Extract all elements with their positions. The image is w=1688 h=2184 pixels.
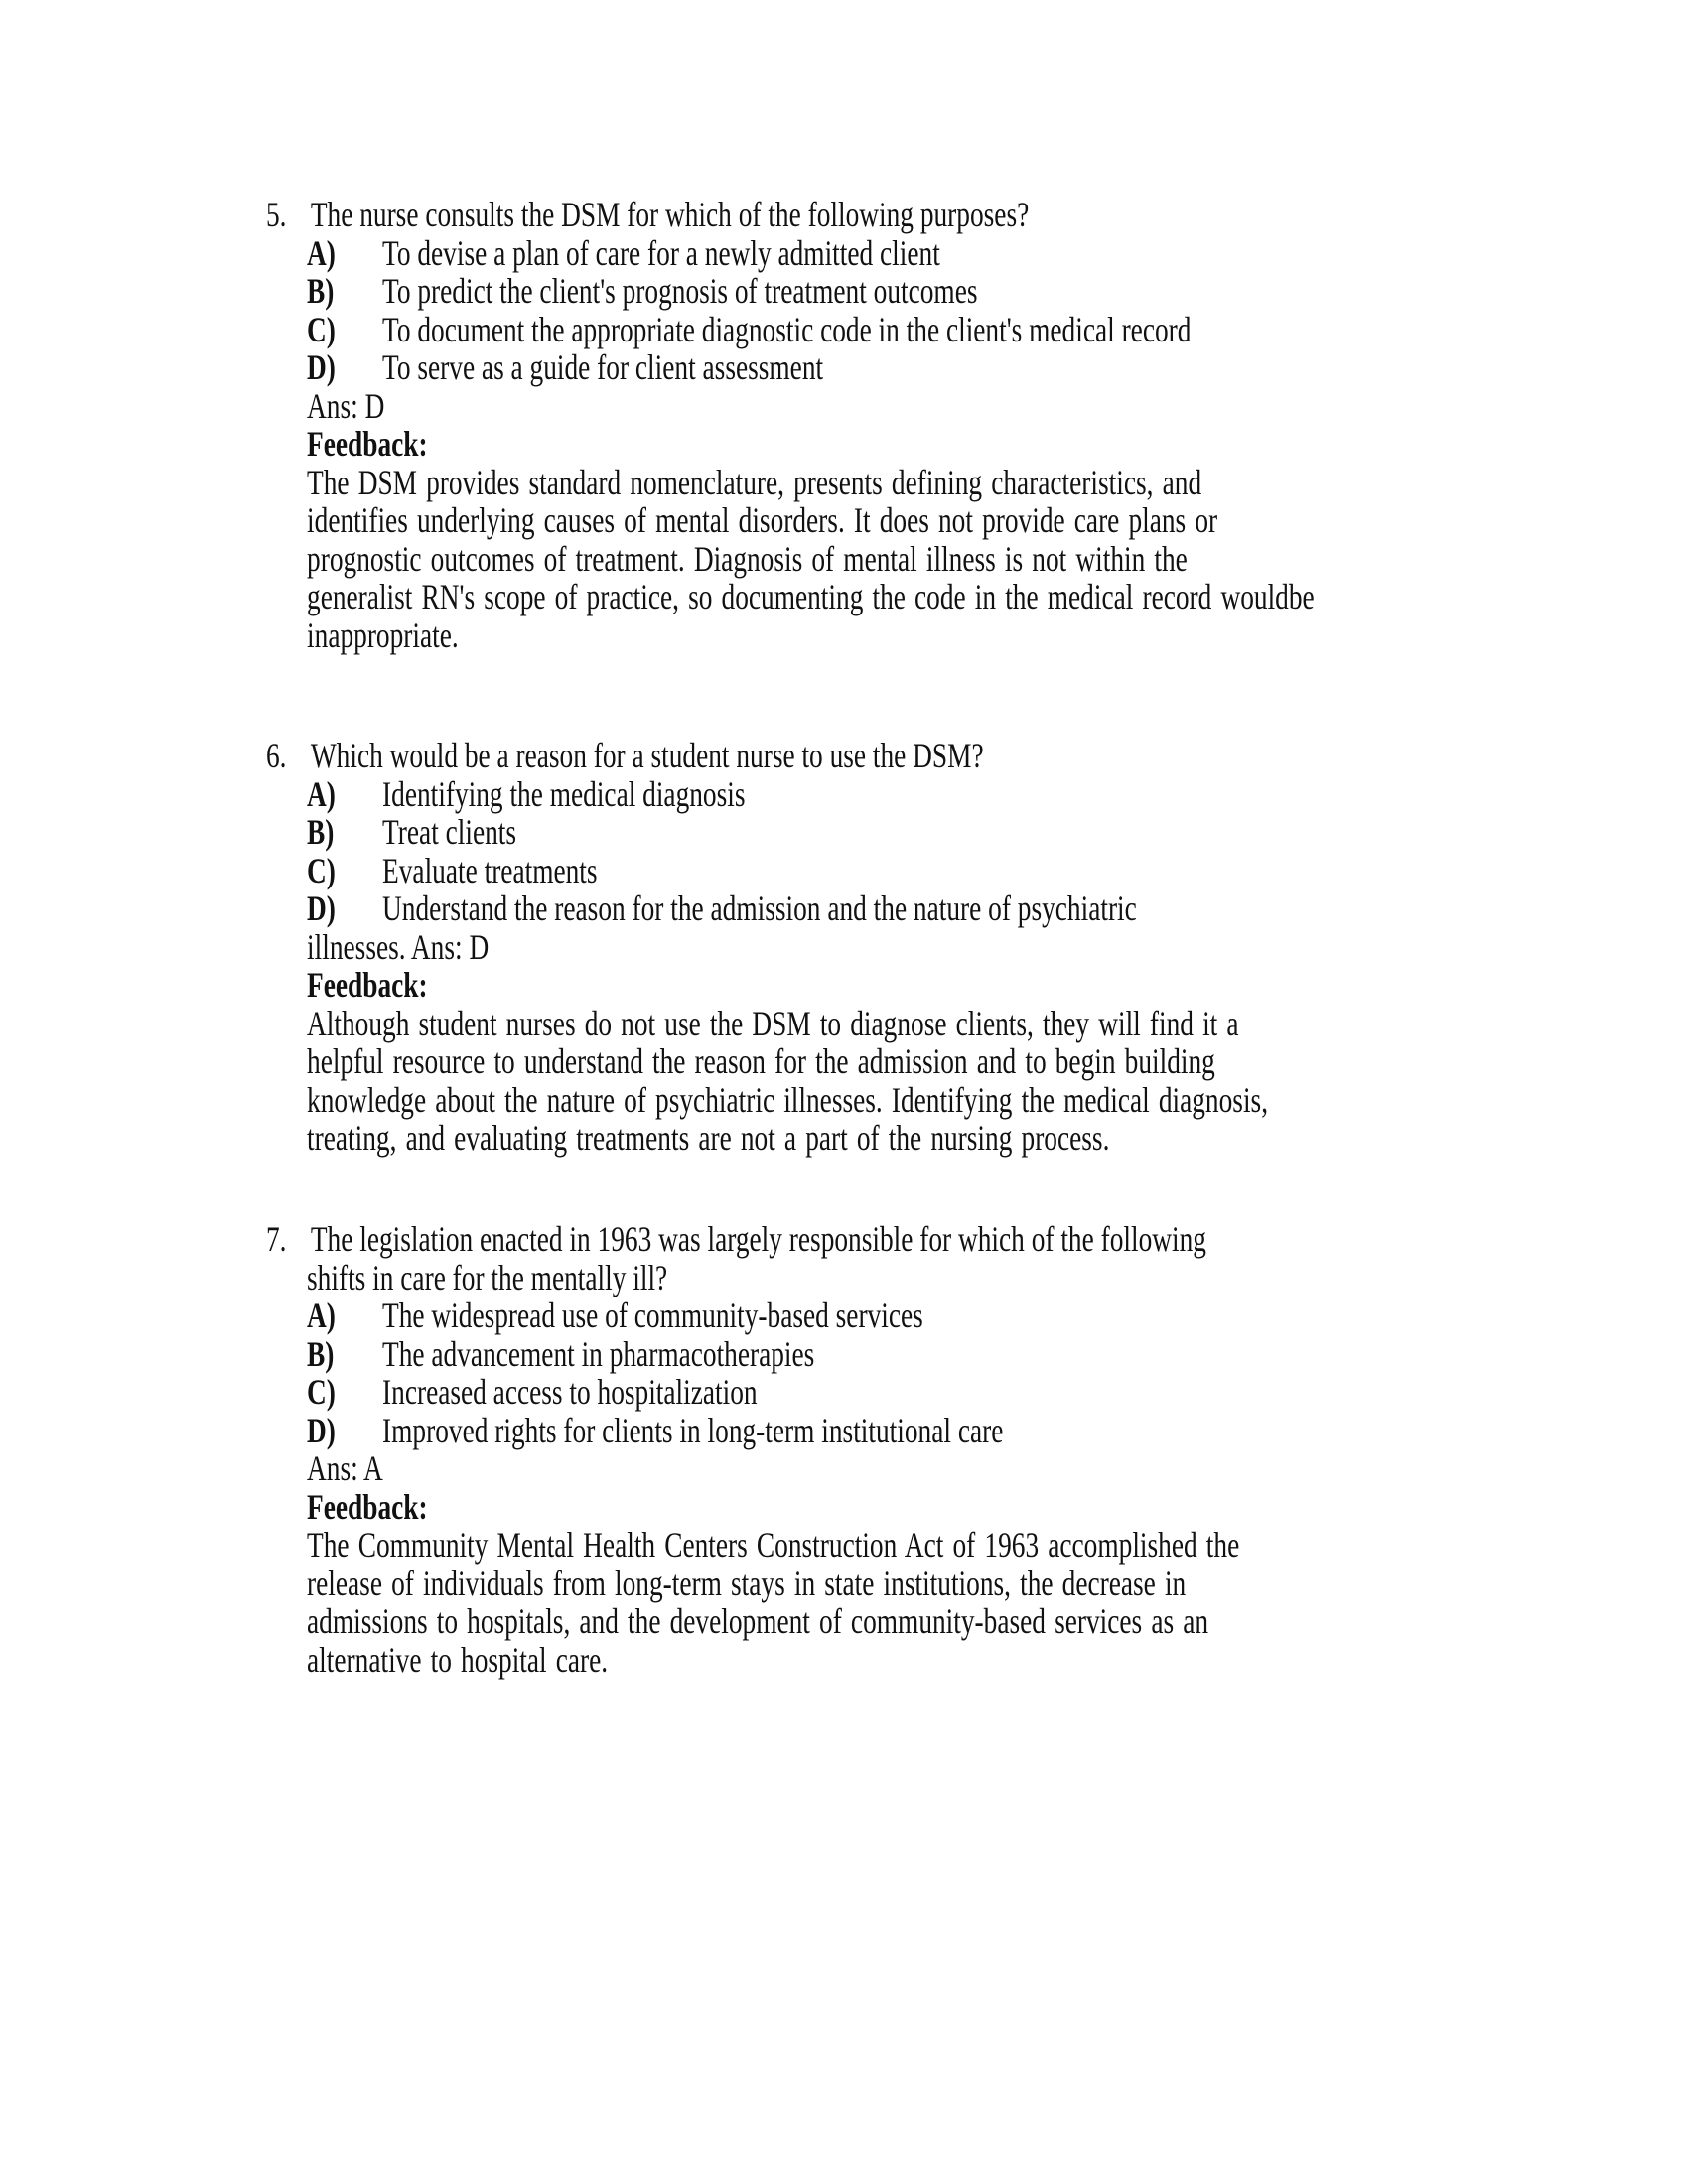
feedback-line: [266, 1602, 1503, 1641]
question-text: The nurse consults the DSM for which of the following purposes?: [310, 195, 1030, 234]
answer-line: [266, 1449, 1503, 1488]
feedback-text: treating, and evaluating treatments are not a part of the nursing process.: [307, 1118, 1110, 1158]
feedback-text: admissions to hospitals, and the development of community-based services as an: [307, 1601, 1209, 1641]
feedback-line: [266, 1119, 1503, 1158]
answer-option: [266, 775, 1503, 814]
feedback-line: [266, 1565, 1503, 1603]
option-letter: B): [307, 812, 335, 852]
option-letter: A): [307, 1296, 336, 1335]
feedback-line: [266, 616, 1503, 655]
feedback-text: release of individuals from long-term stays in state institutions, the decrease in: [307, 1563, 1187, 1603]
feedback-line: [266, 501, 1503, 540]
continuation-text: shifts in care for the mentally ill?: [307, 1257, 668, 1297]
answer-option: [266, 813, 1503, 852]
answer-line: [266, 387, 1503, 426]
answer-option: [266, 852, 1503, 890]
option-text: Understand the reason for the admission and the nature of psychiatric: [382, 888, 1137, 928]
option-letter: C): [307, 309, 336, 349]
answer-text: Ans: A: [307, 1448, 383, 1488]
option-letter: A): [307, 773, 336, 814]
answer-option: [266, 1297, 1503, 1335]
option-text: The advancement in pharmacotherapies: [382, 1333, 815, 1374]
option-letter: D): [307, 888, 336, 928]
option-text: Evaluate treatments: [382, 850, 598, 890]
option-text: To serve as a guide for client assessment: [382, 347, 824, 387]
question-number: 6.: [266, 736, 287, 775]
answer-option: [266, 889, 1503, 928]
feedback-text: inappropriate.: [307, 614, 459, 655]
option-text: The widespread use of community-based services: [382, 1296, 923, 1335]
answer-text: Ans: D: [307, 385, 385, 426]
feedback-text: The Community Mental Health Centers Construction Act of 1963 accomplished the: [307, 1525, 1240, 1565]
answer-option: [266, 1373, 1503, 1412]
feedback-text: knowledge about the nature of psychiatric illnesses. Identifying the medical diagnosis,: [307, 1079, 1269, 1120]
continuation-line: [266, 1259, 1503, 1297]
feedback-label-text: Feedback:: [307, 424, 428, 464]
question-number: 5.: [266, 195, 287, 234]
feedback-line: [266, 1042, 1503, 1081]
answer-option: [266, 234, 1503, 273]
option-text: Identifying the medical diagnosis: [382, 773, 746, 814]
answer-option: [266, 1412, 1503, 1450]
feedback-text: identifies underlying causes of mental disorders. It does not provide care plans or: [307, 500, 1218, 540]
question-prompt-line: [266, 196, 1503, 234]
option-letter: C): [307, 1372, 336, 1412]
answer-option: [266, 272, 1503, 311]
option-text: Increased access to hospitalization: [382, 1372, 758, 1412]
answer-option: [266, 311, 1503, 349]
option-text: To document the appropriate diagnostic code in the client's medical record: [382, 309, 1192, 349]
option-text: Improved rights for clients in long-term institutional care: [382, 1410, 1004, 1450]
answer-option: [266, 348, 1503, 387]
feedback-label: [266, 966, 1503, 1005]
feedback-line: [266, 578, 1503, 616]
question-number: 7.: [266, 1219, 287, 1259]
feedback-label-text: Feedback:: [307, 1486, 428, 1527]
feedback-line: [266, 1081, 1503, 1120]
feedback-line: [266, 540, 1503, 579]
feedback-text: helpful resource to understand the reason for the admission and to begin building: [307, 1041, 1215, 1081]
feedback-label: [266, 425, 1503, 464]
feedback-line: [266, 464, 1503, 502]
question-block-7: [266, 1220, 1503, 1679]
question-text: The legislation enacted in 1963 was largely responsible for which of the following: [310, 1219, 1206, 1259]
option-text: Treat clients: [382, 812, 517, 852]
feedback-text: generalist RN's scope of practice, so documenting the code in the medical record wouldbe: [307, 577, 1315, 616]
option-letter: D): [307, 347, 336, 387]
feedback-line: [266, 1641, 1503, 1680]
question-prompt-line: [266, 737, 1503, 775]
feedback-label: [266, 1488, 1503, 1527]
option-letter: B): [307, 271, 335, 311]
option-letter: A): [307, 232, 336, 273]
feedback-text: The DSM provides standard nomenclature, presents defining characteristics, and: [307, 462, 1202, 502]
option-letter: B): [307, 1333, 335, 1374]
answer-option: [266, 1335, 1503, 1374]
feedback-text: Although student nurses do not use the DSM to diagnose clients, they will find it a: [307, 1003, 1239, 1043]
option-letter: C): [307, 850, 336, 890]
option-text: To devise a plan of care for a newly admitted client: [382, 232, 940, 273]
question-block-6: [266, 737, 1503, 1158]
option-text: To predict the client's prognosis of treatment outcomes: [382, 271, 978, 311]
feedback-text: alternative to hospital care.: [307, 1639, 609, 1680]
question-prompt-line: [266, 1220, 1503, 1259]
question-block-5: [266, 196, 1503, 654]
question-text: Which would be a reason for a student nurse to use the DSM?: [310, 736, 984, 775]
feedback-line: [266, 1526, 1503, 1565]
option-letter: D): [307, 1410, 336, 1450]
feedback-line: [266, 1005, 1503, 1043]
feedback-text: prognostic outcomes of treatment. Diagnosis of mental illness is not within the: [307, 538, 1188, 579]
continuation-line: [266, 928, 1503, 967]
continuation-text: illnesses. Ans: D: [307, 926, 490, 967]
feedback-label-text: Feedback:: [307, 965, 428, 1005]
